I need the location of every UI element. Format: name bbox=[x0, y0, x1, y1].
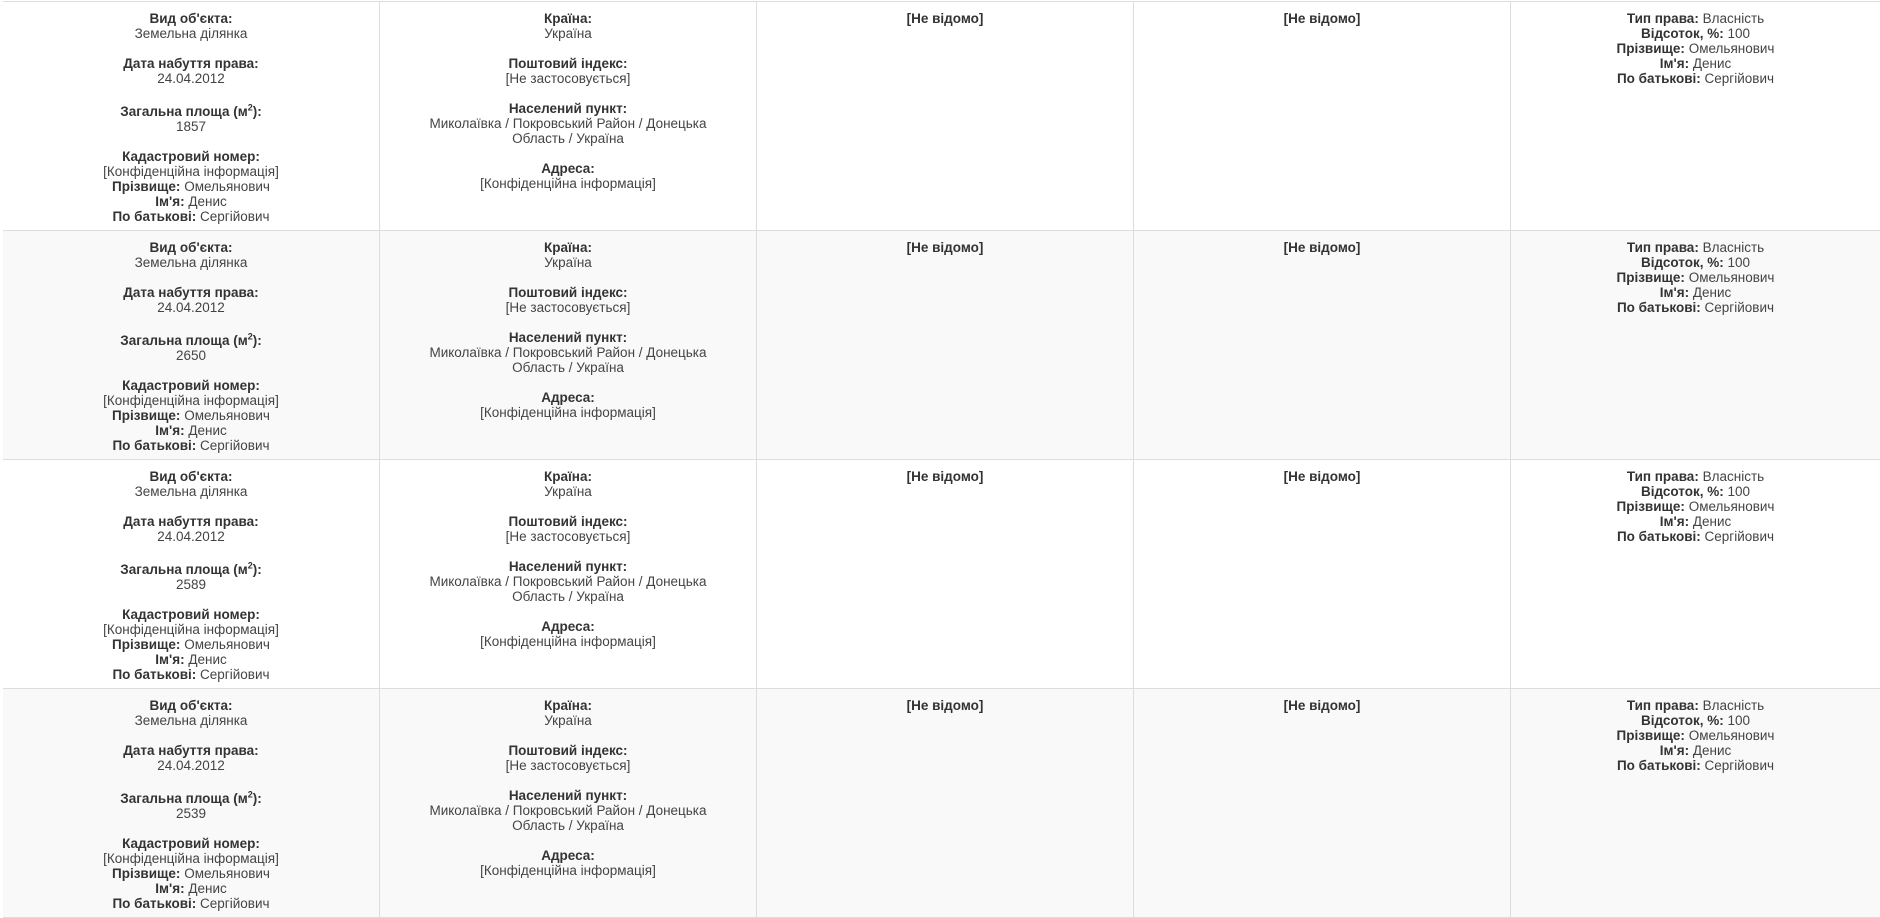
location-cell bbox=[380, 460, 757, 688]
holder-surname: Прізвище: Омельянович bbox=[1616, 499, 1775, 514]
country-value: Україна bbox=[544, 255, 592, 270]
owner-patronymic: По батькові: Сергійович bbox=[112, 209, 270, 224]
holder-surname: Прізвище: Омельянович bbox=[1616, 728, 1775, 743]
share-percent: Відсоток, %: 100 bbox=[1640, 713, 1751, 728]
address-value: [Конфіденційна інформація] bbox=[480, 405, 656, 420]
object-cell bbox=[3, 231, 380, 459]
acquisition-date-value: 24.04.2012 bbox=[157, 529, 225, 544]
acquisition-date-value: 24.04.2012 bbox=[157, 71, 225, 86]
acquisition-date-value: 24.04.2012 bbox=[157, 300, 225, 315]
owner-surname: Прізвище: Омельянович bbox=[112, 866, 270, 881]
cadastral-number-value: [Конфіденційна інформація] bbox=[103, 164, 279, 179]
holder-name: Ім'я: Денис bbox=[1659, 514, 1732, 529]
country-value: Україна bbox=[544, 713, 592, 728]
unknown-cell-1 bbox=[757, 689, 1134, 917]
locality-value: Миколаївка / Покровський Район / Донецька Область / Україна bbox=[429, 574, 707, 604]
cadastral-number-label: Кадастровий номер: bbox=[122, 378, 260, 393]
unknown-cell-2 bbox=[1134, 689, 1511, 917]
address-value: [Конфіденційна інформація] bbox=[480, 863, 656, 878]
postcode-value: [Не застосовується] bbox=[505, 529, 631, 544]
acquisition-date-value: 24.04.2012 bbox=[157, 758, 225, 773]
rights-cell bbox=[1511, 2, 1880, 230]
cadastral-number-label: Кадастровий номер: bbox=[122, 607, 260, 622]
share-percent: Відсоток, %: 100 bbox=[1640, 484, 1751, 499]
unknown-cell-2 bbox=[1134, 2, 1511, 230]
rights-cell bbox=[1511, 231, 1880, 459]
owner-name: Ім'я: Денис bbox=[155, 423, 227, 438]
locality-label: Населений пункт: bbox=[508, 101, 628, 116]
table-row bbox=[3, 689, 1880, 918]
object-type-value: Земельна ділянка bbox=[134, 26, 248, 41]
country-value: Україна bbox=[544, 484, 592, 499]
object-type-value: Земельна ділянка bbox=[134, 255, 248, 270]
total-area-value: 2539 bbox=[175, 806, 207, 821]
locality-label: Населений пункт: bbox=[508, 788, 628, 803]
total-area-value: 1857 bbox=[175, 119, 207, 134]
owner-name: Ім'я: Денис bbox=[155, 652, 227, 667]
country-label: Країна: bbox=[544, 698, 592, 713]
object-type-label: Вид об'єкта: bbox=[149, 698, 233, 713]
cadastral-number-value: [Конфіденційна інформація] bbox=[103, 393, 279, 408]
holder-patronymic: По батькові: Сергійович bbox=[1616, 529, 1775, 544]
cadastral-number-label: Кадастровий номер: bbox=[122, 149, 260, 164]
object-type-label: Вид об'єкта: bbox=[149, 240, 233, 255]
object-type-label: Вид об'єкта: bbox=[149, 469, 233, 484]
owner-name: Ім'я: Денис bbox=[155, 194, 227, 209]
address-label: Адреса: bbox=[541, 848, 595, 863]
unknown-cell-2 bbox=[1134, 460, 1511, 688]
location-cell bbox=[380, 689, 757, 917]
unknown-value: [Не відомо] bbox=[906, 469, 984, 484]
total-area-value: 2650 bbox=[175, 348, 207, 363]
address-label: Адреса: bbox=[541, 619, 595, 634]
land-ownership-table bbox=[3, 1, 1880, 918]
owner-surname: Прізвище: Омельянович bbox=[112, 179, 270, 194]
cadastral-number-label: Кадастровий номер: bbox=[122, 836, 260, 851]
right-type: Тип права: Власність bbox=[1626, 698, 1765, 713]
country-value: Україна bbox=[544, 26, 592, 41]
unknown-value: [Не відомо] bbox=[906, 698, 984, 713]
postcode-label: Поштовий індекс: bbox=[508, 743, 628, 758]
share-percent: Відсоток, %: 100 bbox=[1640, 26, 1751, 41]
acquisition-date-label: Дата набуття права: bbox=[123, 514, 259, 529]
postcode-label: Поштовий індекс: bbox=[508, 514, 628, 529]
unknown-value: [Не відомо] bbox=[1283, 698, 1361, 713]
unknown-value: [Не відомо] bbox=[906, 11, 984, 26]
object-cell bbox=[3, 460, 380, 688]
locality-value: Миколаївка / Покровський Район / Донецька Область / Україна bbox=[429, 803, 707, 833]
locality-value: Миколаївка / Покровський Район / Донецька Область / Україна bbox=[429, 116, 707, 146]
postcode-label: Поштовий індекс: bbox=[508, 56, 628, 71]
acquisition-date-label: Дата набуття права: bbox=[123, 56, 259, 71]
holder-surname: Прізвище: Омельянович bbox=[1616, 270, 1775, 285]
right-type: Тип права: Власність bbox=[1626, 240, 1765, 255]
address-value: [Конфіденційна інформація] bbox=[480, 634, 656, 649]
owner-surname: Прізвище: Омельянович bbox=[112, 408, 270, 423]
table-row bbox=[3, 231, 1880, 460]
right-type: Тип права: Власність bbox=[1626, 11, 1765, 26]
owner-patronymic: По батькові: Сергійович bbox=[112, 896, 270, 911]
total-area-label: Загальна площа $(м^2)$: bbox=[120, 789, 262, 806]
object-type-value: Земельна ділянка bbox=[134, 484, 248, 499]
owner-patronymic: По батькові: Сергійович bbox=[112, 438, 270, 453]
country-label: Країна: bbox=[544, 11, 592, 26]
acquisition-date-label: Дата набуття права: bbox=[123, 285, 259, 300]
holder-name: Ім'я: Денис bbox=[1659, 56, 1732, 71]
cadastral-number-value: [Конфіденційна інформація] bbox=[103, 622, 279, 637]
object-type-value: Земельна ділянка bbox=[134, 713, 248, 728]
unknown-value: [Не відомо] bbox=[1283, 469, 1361, 484]
owner-patronymic: По батькові: Сергійович bbox=[112, 667, 270, 682]
address-label: Адреса: bbox=[541, 390, 595, 405]
holder-name: Ім'я: Денис bbox=[1659, 743, 1732, 758]
object-cell bbox=[3, 2, 380, 230]
holder-patronymic: По батькові: Сергійович bbox=[1616, 758, 1775, 773]
total-area-label: Загальна площа $(м^2)$: bbox=[120, 102, 262, 119]
unknown-value: [Не відомо] bbox=[906, 240, 984, 255]
postcode-label: Поштовий індекс: bbox=[508, 285, 628, 300]
country-label: Країна: bbox=[544, 469, 592, 484]
address-value: [Конфіденційна інформація] bbox=[480, 176, 656, 191]
cadastral-number-value: [Конфіденційна інформація] bbox=[103, 851, 279, 866]
holder-surname: Прізвище: Омельянович bbox=[1616, 41, 1775, 56]
unknown-cell-1 bbox=[757, 231, 1134, 459]
object-cell bbox=[3, 689, 380, 917]
share-percent: Відсоток, %: 100 bbox=[1640, 255, 1751, 270]
address-label: Адреса: bbox=[541, 161, 595, 176]
location-cell bbox=[380, 2, 757, 230]
locality-value: Миколаївка / Покровський Район / Донецька Область / Україна bbox=[429, 345, 707, 375]
locality-label: Населений пункт: bbox=[508, 559, 628, 574]
postcode-value: [Не застосовується] bbox=[505, 71, 631, 86]
unknown-value: [Не відомо] bbox=[1283, 240, 1361, 255]
unknown-cell-1 bbox=[757, 2, 1134, 230]
object-type-label: Вид об'єкта: bbox=[149, 11, 233, 26]
locality-label: Населений пункт: bbox=[508, 330, 628, 345]
unknown-cell-2 bbox=[1134, 231, 1511, 459]
total-area-value: 2589 bbox=[175, 577, 207, 592]
holder-name: Ім'я: Денис bbox=[1659, 285, 1732, 300]
holder-patronymic: По батькові: Сергійович bbox=[1616, 71, 1775, 86]
table-row bbox=[3, 2, 1880, 231]
country-label: Країна: bbox=[544, 240, 592, 255]
total-area-label: Загальна площа $(м^2)$: bbox=[120, 560, 262, 577]
acquisition-date-label: Дата набуття права: bbox=[123, 743, 259, 758]
rights-cell bbox=[1511, 460, 1880, 688]
right-type: Тип права: Власність bbox=[1626, 469, 1765, 484]
total-area-label: Загальна площа $(м^2)$: bbox=[120, 331, 262, 348]
location-cell bbox=[380, 231, 757, 459]
holder-patronymic: По батькові: Сергійович bbox=[1616, 300, 1775, 315]
owner-name: Ім'я: Денис bbox=[155, 881, 227, 896]
postcode-value: [Не застосовується] bbox=[505, 758, 631, 773]
rights-cell bbox=[1511, 689, 1880, 917]
owner-surname: Прізвище: Омельянович bbox=[112, 637, 270, 652]
table-row bbox=[3, 460, 1880, 689]
postcode-value: [Не застосовується] bbox=[505, 300, 631, 315]
unknown-cell-1 bbox=[757, 460, 1134, 688]
unknown-value: [Не відомо] bbox=[1283, 11, 1361, 26]
